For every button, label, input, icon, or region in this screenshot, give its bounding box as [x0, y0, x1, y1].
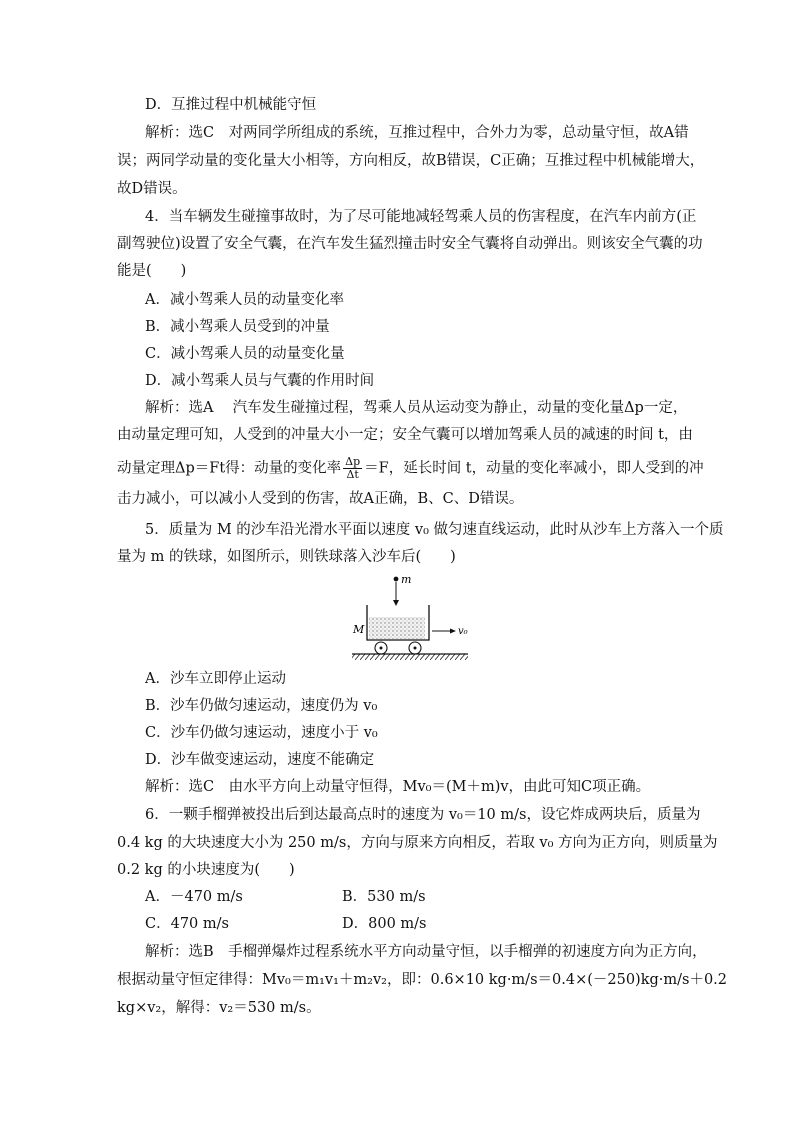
q4-option-d: D．减小驾乘人员与气囊的作用时间: [145, 373, 375, 389]
q6-stem-line-2: 0.4 kg 的大块速度大小为 250 m/s，方向与原来方向相反，若取 v₀ 方向为正方向，则质量为: [117, 835, 718, 851]
q6-answer-line-3: kg×v₂，解得：v₂＝530 m/s。: [117, 1000, 321, 1016]
ball-mass-label: m: [401, 573, 412, 586]
q3-answer-line-1: 解析：选C 对两同学所组成的系统，互推过程中，合外力为零，总动量守恒，故A错: [145, 125, 689, 141]
q4-answer-line-3: [117, 455, 704, 481]
q3-option-d: D．互推过程中机械能守恒: [145, 97, 317, 113]
q5-option-c: C．沙车仍做匀速运动，速度小于 v₀: [145, 725, 378, 741]
q4-answer-line-4: 击力减小，可以减小人受到的伤害，故A正确，B、C、D错误。: [117, 491, 524, 507]
q5-option-d: D．沙车做变速运动，速度不能确定: [145, 752, 375, 768]
q4-answer-line-1: 解析：选A 汽车发生碰撞过程，驾乘人员从运动变为静止，动量的变化量Δp一定，: [145, 400, 688, 416]
q4-stem-line-1: 4．当车辆发生碰撞事故时，为了尽可能地减轻驾乘人员的伤害程度，在汽车内前方(正: [145, 209, 697, 225]
q6-option-c: C．470 m/s: [145, 916, 229, 932]
q6-answer-line-2: 根据动量守恒定律得：Mv₀＝m₁v₁＋m₂v₂，即：0.6×10 kg·m/s＝0.4×(－250)kg·m/s＋0.2: [117, 972, 728, 988]
q3-answer-line-3: 故D错误。: [117, 181, 187, 197]
q6-stem-line-1: 6．一颗手榴弹被投出后到达最高点时的速度为 v₀＝10 m/s，设它炸成两块后，质量为: [145, 807, 701, 823]
q5-option-b: B．沙车仍做匀速运动，速度仍为 v₀: [145, 698, 378, 714]
answer-text: 动量定理Δp＝Ft得：动量的变化率: [117, 460, 342, 477]
q4-answer-line-2: 由动量定理可知，人受到的冲量大小一定；安全气囊可以增加驾乘人员的减速的时间 t，由: [117, 427, 693, 443]
q3-answer-line-2: 误；两同学动量的变化量大小相等，方向相反，故B错误，C正确；互推过程中机械能增大，: [117, 153, 705, 169]
q4-stem-line-2: 副驾驶位)设置了安全气囊，在汽车发生猛烈撞击时安全气囊将自动弹出。则该安全气囊的功: [117, 236, 703, 252]
fraction-denominator: Δt: [346, 468, 359, 481]
q5-answer: 解析：选C 由水平方向上动量守恒得，Mv₀＝(M＋m)v，由此可知C项正确。: [145, 779, 651, 795]
q6-option-d: D．800 m/s: [342, 916, 427, 932]
sand-cart-figure: [340, 570, 480, 662]
q4-option-c: C．减小驾乘人员的动量变化量: [145, 346, 345, 362]
answer-text: ＝F，延长时间 t，动量的变化率减小，即人受到的冲: [364, 460, 704, 477]
q4-stem-line-3: 能是( ): [117, 263, 187, 279]
q6-options-row-2: [145, 914, 705, 934]
ground-hatch: [352, 654, 468, 660]
iron-ball: [394, 577, 399, 582]
q6-option-b: B．530 m/s: [342, 889, 426, 905]
q5-stem-line-2: 量为 m 的铁球，如图所示，则铁球落入沙车后( ): [117, 549, 456, 565]
q6-options-row-1: [145, 887, 705, 907]
q5-option-a: A．沙车立即停止运动: [145, 671, 286, 687]
velocity-label: v₀: [458, 626, 468, 637]
q6-option-a: A．－470 m/s: [145, 889, 243, 905]
cart-mass-label: M: [353, 623, 365, 636]
q6-answer-line-1: 解析：选B 手榴弹爆炸过程系统水平方向动量守恒，以手榴弹的初速度方向为正方向，: [145, 944, 707, 960]
q6-stem-line-3: 0.2 kg 的小块速度为( ): [117, 862, 295, 878]
fraction-numerator: Δp: [345, 455, 361, 468]
rate-fraction: [343, 456, 362, 481]
q4-option-a: A．减小驾乘人员的动量变化率: [145, 292, 344, 308]
q5-stem-line-1: 5．质量为 M 的沙车沿光滑水平面以速度 v₀ 做匀速直线运动，此时从沙车上方落入一个质: [145, 522, 724, 538]
sand-fill: [369, 617, 425, 639]
q4-option-b: B．减小驾乘人员受到的冲量: [145, 319, 330, 335]
